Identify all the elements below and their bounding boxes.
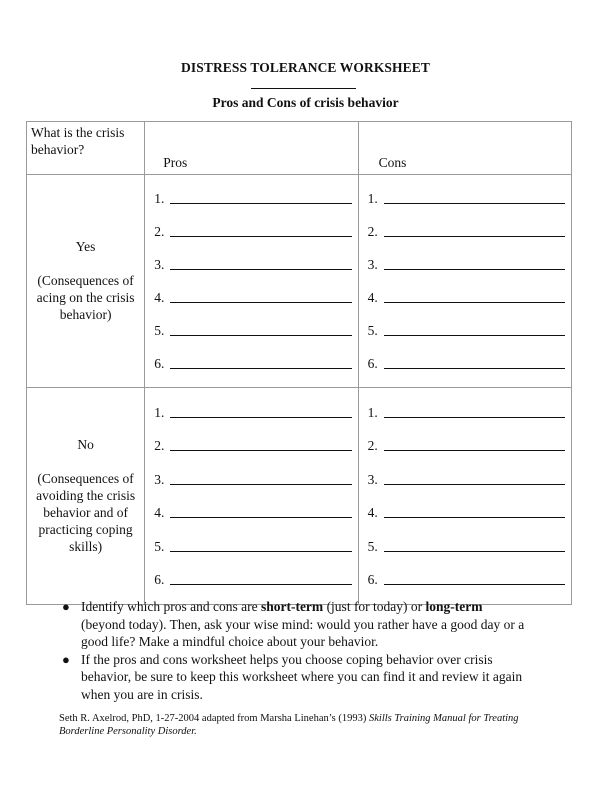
book-title: Skills Training Manual for Treating Borderline Personality Disorder. xyxy=(59,713,519,737)
bullet-icon: ● xyxy=(62,599,70,614)
yes-cons-item[interactable]: 6. xyxy=(368,355,565,372)
yes-description: (Consequences of acing on the crisis behavior) xyxy=(36,273,135,322)
pros-cons-table xyxy=(26,121,572,605)
no-cons-item[interactable]: 2. xyxy=(368,437,565,454)
bullet-icon: ● xyxy=(62,651,70,667)
crisis-behavior-question[interactable]: What is the crisis behavior? xyxy=(27,122,145,175)
no-cons-item[interactable]: 6. xyxy=(368,571,565,588)
no-pros-item[interactable]: 6. xyxy=(154,571,351,588)
yes-row xyxy=(27,175,572,388)
yes-cons-item[interactable]: 5. xyxy=(368,322,565,339)
no-pros-list xyxy=(145,388,358,605)
pros-header: Pros xyxy=(163,155,188,170)
no-cons-item[interactable]: 3. xyxy=(368,471,565,488)
yes-pros-item[interactable]: 6. xyxy=(154,355,351,372)
yes-cons-item[interactable]: 3. xyxy=(368,256,565,273)
no-pros-item[interactable]: 5. xyxy=(154,538,351,555)
cons-header: Cons xyxy=(378,155,407,170)
citation-footer xyxy=(59,712,549,738)
no-label-cell xyxy=(27,388,145,605)
yes-cons-list xyxy=(358,175,571,388)
yes-pros-item[interactable]: 5. xyxy=(154,322,351,339)
header-row xyxy=(27,122,572,175)
cons-header-cell xyxy=(358,122,571,175)
title-underline xyxy=(251,88,356,89)
citation-text: Seth R. Axelrod, PhD, 1-27-2004 adapted from Marsha Linehan’s (1993) xyxy=(59,713,369,724)
yes-cons-item[interactable]: 2. xyxy=(368,223,565,240)
no-pros-item[interactable]: 3. xyxy=(154,471,351,488)
yes-pros-item[interactable]: 4. xyxy=(154,289,351,306)
no-cons-item[interactable]: 4. xyxy=(368,504,565,521)
no-label: No xyxy=(77,437,94,452)
yes-label-cell xyxy=(27,175,145,388)
no-row xyxy=(27,388,572,605)
yes-pros-list xyxy=(145,175,358,388)
yes-cons-item[interactable]: 1. xyxy=(368,190,565,207)
yes-pros-item[interactable]: 1. xyxy=(154,190,351,207)
worksheet-title: DISTRESS TOLERANCE WORKSHEET xyxy=(181,60,430,75)
instructions-list xyxy=(59,598,529,703)
no-description: (Consequences of avoiding the crisis behavior and of practicing coping skills) xyxy=(36,471,136,554)
worksheet-subtitle: Pros and Cons of crisis behavior xyxy=(212,95,399,110)
yes-label: Yes xyxy=(75,239,96,254)
yes-pros-item[interactable]: 2. xyxy=(154,223,351,240)
no-pros-item[interactable]: 1. xyxy=(154,404,351,421)
instruction-item: ● Identify which pros and cons are short-term (just for today) or long-term (beyond today). Then, ask your wise mind: would you rather have a good day or a good life? Make a mindful choice about your behavior. xyxy=(62,599,525,649)
no-cons-item[interactable]: 5. xyxy=(368,538,565,555)
yes-cons-item[interactable]: 4. xyxy=(368,289,565,306)
no-cons-list xyxy=(358,388,571,605)
yes-pros-item[interactable]: 3. xyxy=(154,256,351,273)
no-pros-item[interactable]: 2. xyxy=(154,437,351,454)
no-cons-item[interactable]: 1. xyxy=(368,404,565,421)
instruction-item: ● If the pros and cons worksheet helps you choose coping behavior over crisis behavior, be sure to keep this worksheet where you can find it and review it again when you are in crisis. xyxy=(62,651,523,702)
pros-header-cell xyxy=(145,122,358,175)
no-pros-item[interactable]: 4. xyxy=(154,504,351,521)
